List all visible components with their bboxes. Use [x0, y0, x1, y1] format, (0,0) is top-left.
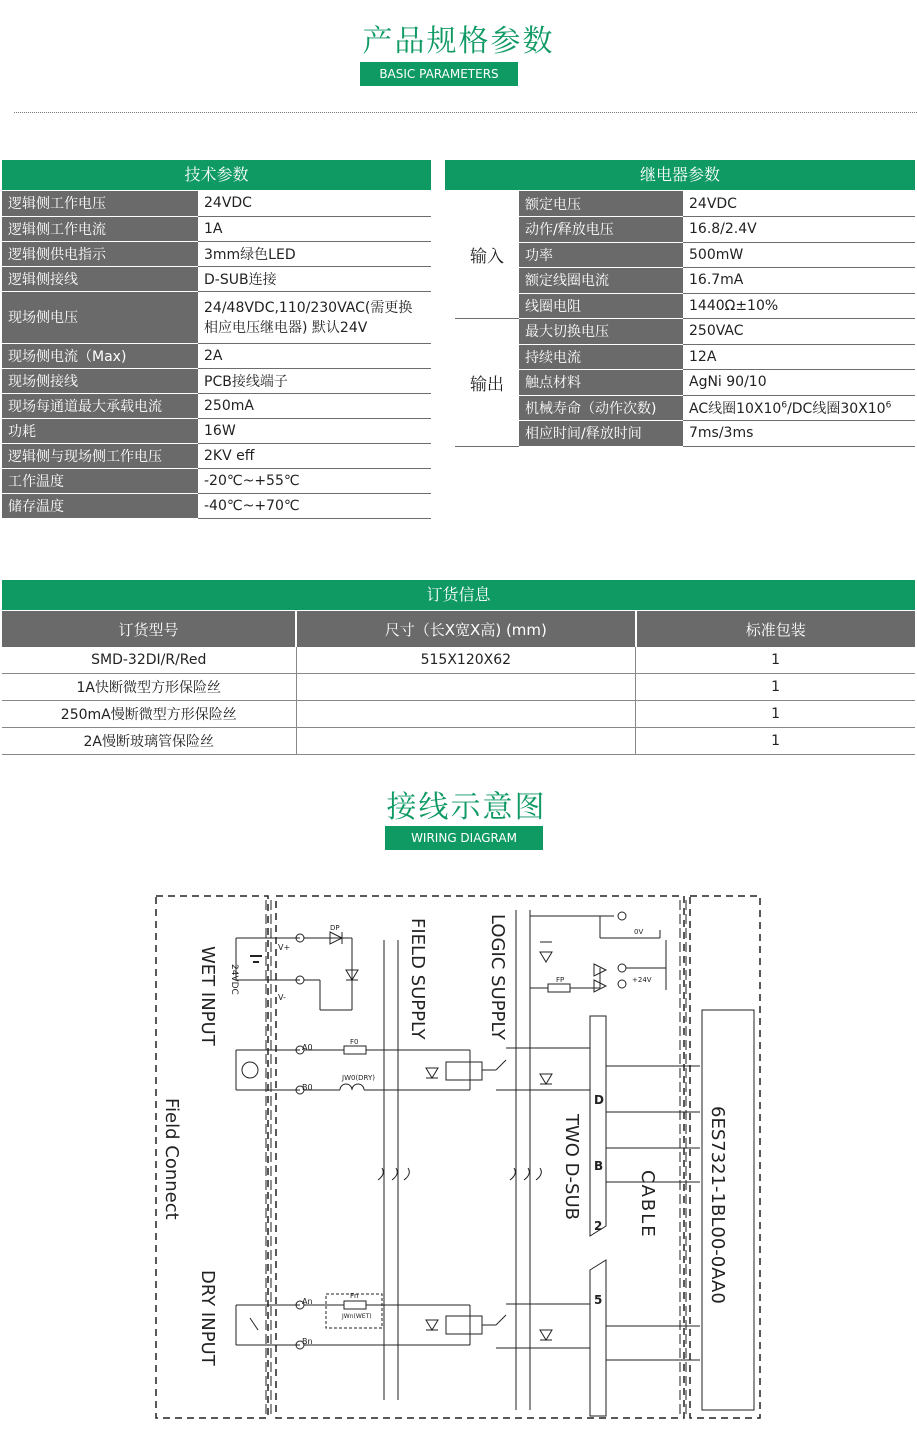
order-cell [296, 701, 636, 728]
relay-value: 500mW [683, 242, 915, 268]
label-dp: DP [330, 924, 340, 932]
label-an: An [302, 1297, 313, 1306]
label-0v: 0V [634, 928, 644, 936]
tech-key: 储存温度 [2, 493, 198, 518]
relay-value: 16.7mA [683, 268, 915, 294]
tech-value: 2A [198, 343, 431, 368]
tech-value: 3mm绿色LED [198, 241, 431, 266]
order-cell [296, 728, 636, 755]
tech-key: 逻辑侧工作电流 [2, 216, 198, 241]
relay-row [455, 395, 915, 421]
relay-row [455, 293, 915, 319]
tech-row [2, 493, 431, 518]
tech-value: 1A [198, 216, 431, 241]
relay-key: 触点材料 [519, 370, 683, 396]
value-sup: 6 [885, 400, 892, 411]
order-header-cell: 尺寸（长X宽X高) (mm) [296, 611, 636, 647]
tech-row [2, 393, 431, 418]
order-row [2, 701, 915, 728]
label-field-supply: FIELD SUPPLY [407, 918, 428, 1040]
label-module: 6ES7321-1BL00-0AA0 [707, 1106, 728, 1304]
label-24v: +24V [632, 976, 652, 984]
value-sup: 6 [781, 400, 788, 411]
pin-b: B [594, 1159, 604, 1173]
wiring-subtitle-badge: WIRING DIAGRAM [385, 826, 543, 850]
relay-value: 12A [683, 344, 915, 370]
relay-group-label: 输入 [455, 191, 519, 319]
order-cell: SMD-32DI/R/Red [2, 647, 296, 674]
order-cell: 2A慢断玻璃管保险丝 [2, 728, 296, 755]
tech-row [2, 266, 431, 291]
relay-value: 1440Ω±10% [683, 293, 915, 319]
relay-row [455, 319, 915, 345]
order-info-header: 订货信息 [2, 580, 915, 610]
value-part: /DC线圈30X10 [787, 400, 886, 417]
relay-key: 相应时间/释放时间 [519, 421, 683, 447]
label-dry-input: DRY INPUT [197, 1270, 218, 1366]
wiring-title: 接线示意图 [386, 790, 547, 825]
tech-params-table [2, 191, 431, 519]
tech-row [2, 216, 431, 241]
tech-key: 逻辑侧接线 [2, 266, 198, 291]
label-cable: CABLE [637, 1170, 658, 1239]
order-cell: 1 [636, 701, 915, 728]
label-logic-supply: LOGIC SUPPLY [487, 914, 508, 1041]
pin-d: D [594, 1093, 604, 1107]
label-jw0: JW0(DRY) [342, 1074, 375, 1082]
relay-row [455, 344, 915, 370]
relay-key: 动作/释放电压 [519, 217, 683, 243]
relay-params-table [455, 191, 915, 447]
tech-row [2, 468, 431, 493]
tech-key: 工作温度 [2, 468, 198, 493]
tech-key: 逻辑侧工作电压 [2, 191, 198, 216]
tech-value: 2KV eff [198, 443, 431, 468]
label-two-dsub: TWO D-SUB [561, 1114, 582, 1220]
pin-5: 5 [594, 1293, 603, 1307]
pin-2: 2 [594, 1219, 603, 1233]
order-cell: 1 [636, 647, 915, 674]
tech-params-header: 技术参数 [2, 160, 431, 190]
tech-key: 逻辑侧供电指示 [2, 241, 198, 266]
relay-group-label: 输出 [455, 319, 519, 447]
tech-key: 现场侧电压 [2, 291, 198, 343]
relay-row [455, 217, 915, 243]
tech-row [2, 443, 431, 468]
label-a0: A0 [302, 1043, 313, 1052]
relay-row [455, 421, 915, 447]
tech-row [2, 368, 431, 393]
relay-key: 额定电压 [519, 191, 683, 217]
label-b0: B0 [302, 1083, 313, 1092]
relay-value [683, 395, 915, 421]
order-info-table [2, 611, 915, 755]
tech-row [2, 418, 431, 443]
order-row [2, 647, 915, 674]
page-subtitle-badge: BASIC PARAMETERS [360, 62, 518, 86]
tech-row [2, 241, 431, 266]
tech-key: 逻辑侧与现场侧工作电压 [2, 443, 198, 468]
wiring-diagram [0, 880, 917, 1440]
tech-key: 现场侧接线 [2, 368, 198, 393]
label-bn: Bn [302, 1337, 313, 1346]
relay-value: 16.8/2.4V [683, 217, 915, 243]
tech-value: D-SUB连接 [198, 266, 431, 291]
relay-value: 250VAC [683, 319, 915, 345]
tech-key: 现场每通道最大承载电流 [2, 393, 198, 418]
relay-row [455, 370, 915, 396]
order-cell: 1 [636, 674, 915, 701]
relay-value: AgNi 90/10 [683, 370, 915, 396]
tech-value: -20℃~+55℃ [198, 468, 431, 493]
tech-value: -40℃~+70℃ [198, 493, 431, 518]
order-cell: 1A快断微型方形保险丝 [2, 674, 296, 701]
label-wet-input: WET INPUT [197, 946, 218, 1046]
label-jwn: JWn(WET) [342, 1313, 372, 1320]
relay-key: 机械寿命（动作次数) [519, 395, 683, 421]
order-row [2, 674, 915, 701]
relay-key: 持续电流 [519, 344, 683, 370]
label-vplus: V+ [278, 943, 291, 952]
relay-row [455, 242, 915, 268]
label-f0: F0 [350, 1038, 359, 1046]
tech-value: PCB接线端子 [198, 368, 431, 393]
relay-params-header: 继电器参数 [445, 160, 915, 190]
relay-key: 最大切换电压 [519, 319, 683, 345]
tech-value: 24VDC [198, 191, 431, 216]
divider [14, 112, 917, 113]
relay-key: 额定线圈电流 [519, 268, 683, 294]
tech-value: 24/48VDC,110/230VAC(需更换相应电压继电器) 默认24V [198, 291, 431, 343]
order-row [2, 728, 915, 755]
label-fn: Fn [350, 1292, 359, 1300]
tech-value: 16W [198, 418, 431, 443]
order-cell [296, 674, 636, 701]
order-cell: 1 [636, 728, 915, 755]
tech-key: 现场侧电流（Max) [2, 343, 198, 368]
relay-row [455, 191, 915, 217]
label-vminus: V- [278, 993, 286, 1002]
tech-row [2, 343, 431, 368]
label-24vdc: 24VDC [229, 964, 239, 995]
tech-row [2, 191, 431, 216]
order-cell: 515X120X62 [296, 647, 636, 674]
value-part: AC线圈10X10 [689, 400, 782, 417]
relay-value: 7ms/3ms [683, 421, 915, 447]
label-field-connect: Field Connect [161, 1098, 182, 1220]
tech-key: 功耗 [2, 418, 198, 443]
order-header-cell: 订货型号 [2, 611, 296, 647]
order-header-cell: 标准包装 [636, 611, 915, 647]
relay-key: 功率 [519, 242, 683, 268]
order-cell: 250mA慢断微型方形保险丝 [2, 701, 296, 728]
tech-row [2, 291, 431, 343]
page-title: 产品规格参数 [362, 24, 555, 59]
label-fp: FP [556, 976, 565, 984]
relay-row [455, 268, 915, 294]
relay-value: 24VDC [683, 191, 915, 217]
tech-value: 250mA [198, 393, 431, 418]
relay-key: 线圈电阻 [519, 293, 683, 319]
